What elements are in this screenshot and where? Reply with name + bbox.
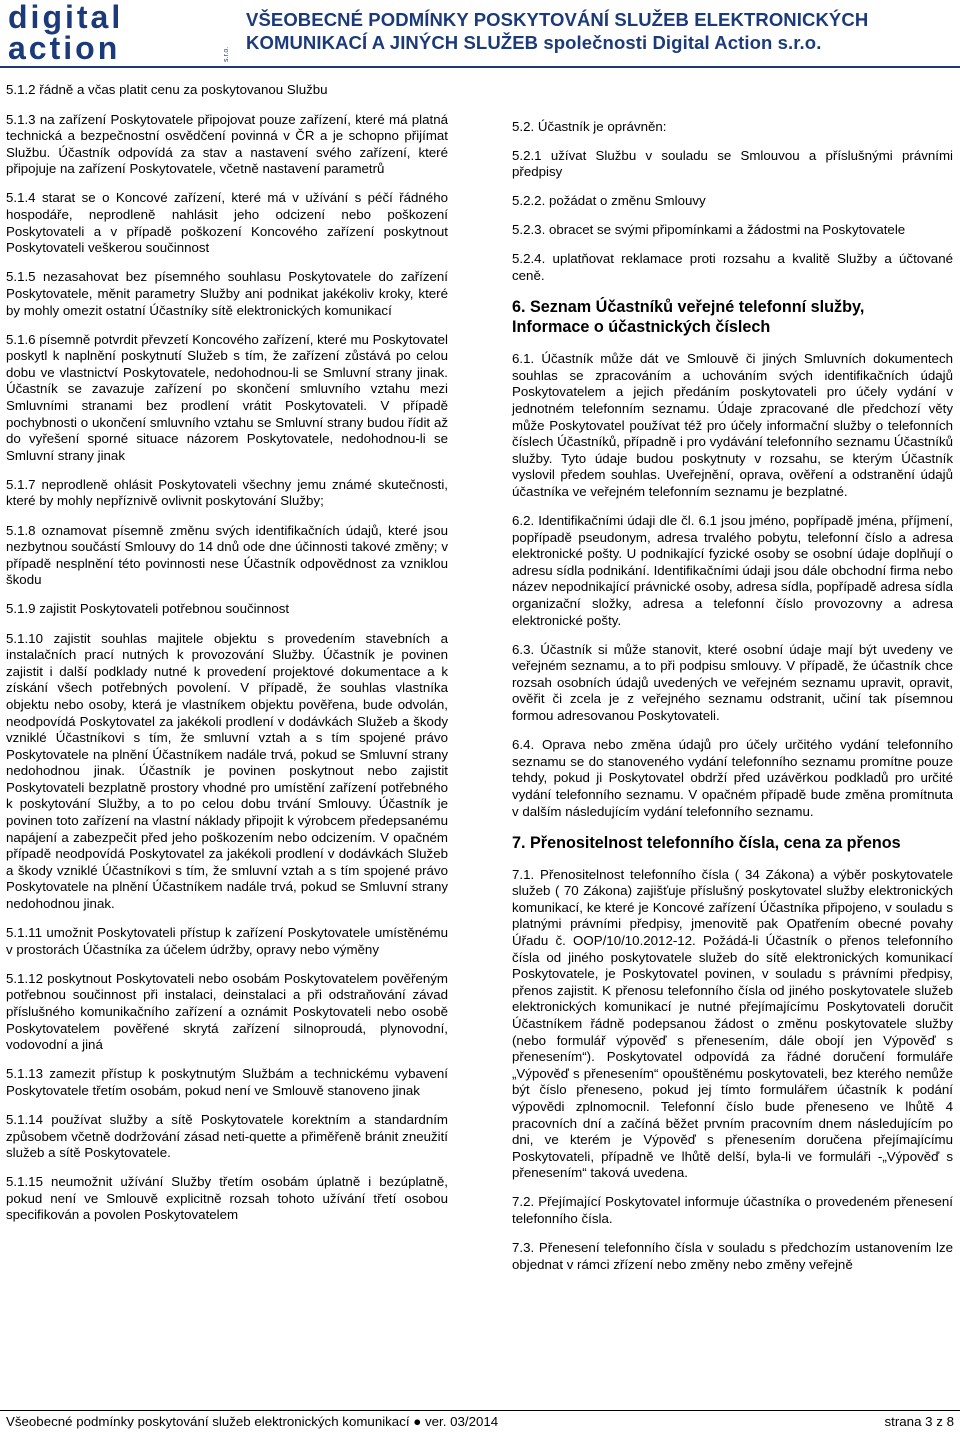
logo-suffix-text: s.r.o. <box>223 46 230 62</box>
logo-bottom-text: action <box>8 30 121 64</box>
clause-7-2: 7.2. Přejímající Poskytovatel informuje účastníka o provedeném přenesení telefonního čísla. <box>512 1194 953 1226</box>
clause-5-1-3: 5.1.3 na zařízení Poskytovatele připojovat pouze zařízení, které má platná technická a bezpečnostní osvědčení povinná v ČR a je schopno přijímat Službu. Účastník odpovídá za stav a nastavení svého zařízení, které připojuje na zařízení Poskytovatele, včetně nastavení parametrů <box>6 111 448 177</box>
clause-5-1-9: 5.1.9 zajistit Poskytovateli potřebnou součinnost <box>6 601 290 617</box>
clause-5-1-13: 5.1.13 zamezit přístup k poskytnutým Službám a technickému vybavení Poskytovatele třetím osobám, pokud není ve Smlouvě stanoveno jinak <box>6 1066 448 1098</box>
document-title <box>246 8 956 54</box>
clause-5-1-2: 5.1.2 řádně a včas platit cenu za poskytovanou Službu <box>6 82 328 97</box>
section-6-heading-line-2: Informace o účastnických číslech <box>512 318 771 337</box>
clause-5-1-8: 5.1.8 oznamovat písemně změnu svých identifikačních údajů, které jsou nezbytnou součástí Smlouvy do 14 dnů ode dne účinnosti takové změny; v případě nesplnění této povinnosti nese Účastník odpovědnost za vzniklou škodu <box>6 522 448 588</box>
clause-6-4: 6.4. Oprava nebo změna údajů pro účely určitého vydání telefonního seznamu se do stanoveného vydání telefonního seznamu promítne pouze tehdy, pokud ji Poskytovatel obdrží před uzávěrkou podkladů pro určité vydání telefonního seznamu. V opačném případě bude změna promítnuta v dalším následujícím vydání telefonního seznamu. <box>512 737 953 819</box>
title-line-2: KOMUNIKACÍ A JINÝCH SLUŽEB společnosti Digital Action s.r.o. <box>246 32 822 53</box>
clause-7-3: 7.3. Přenesení telefonního čísla v souladu s předchozím ustanovením lze objednat v rámci zřízení nebo změny nebo změny veřejně <box>512 1240 953 1272</box>
right-column <box>512 119 953 1286</box>
clause-5-1-10: 5.1.10 zajistit souhlas majitele objektu s provedením stavebních a instalačních prací nutných k provozování Služby. Účastník je povinen zajistit i další podklady nutné k provedení projektové dokumentace a k získání všech potřebných povolení. V případě, že souhlas vlastníka objektu nebo osoby, která je vlastníkem objektu pověřena, bude odvolán, neodpovídá Poskytovatel za jakékoli prodlení v dodávkách Služeb a škody vzniklé Účastníkovi s tím, že smluvní vztah a s tím spojené právo Poskytovatele na plnění Účastníkem nadále trvá, pokud se Smluvní strany nedohodnou jinak. Účastník je povinen poskytnout nebo zajistit Poskytovateli bezplatně prostory vhodné pro umístění zařízení potřebného k poskytování Služby, a to po celou dobu trvání Smlouvy. Účastník je povinen toto zařízení na vlastní náklady připojit k výrobcem předepsanému napájení a zabezpečit před jeho poškozením nebo odcizením. V opačném případě neodpovídá Poskytovatel za jakékoli prodlení v dodávkách Služeb a škody vzniklé Účastníkovi s tím, že smluvní vztah a s tím spojené právo Poskytovatele na plnění Účastníkem nadále trvá, pokud se Smluvní strany nedohodnou jinak. <box>6 630 448 912</box>
clause-6-2: 6.2. Identifikačními údaji dle čl. 6.1 jsou jméno, popřípadě jména, příjmení, popřípadě pseudonym, adresa trvalého pobytu, telefonní číslo a adresa elektronické pošty. U podnikající fyzické osoby se osobní údaje doplňují o adresu sídla podnikání. Identifikačními údaji jsou dále obchodní firma nebo název nepodnikající právnické osoby, adresa sídla, popřípadě adresa sídla organizační složky, adresa a telefonní číslo provozovny a adresa elektronické pošty. <box>512 513 953 628</box>
clause-5-1-14: 5.1.14 používat služby a sítě Poskytovatele korektním a standardním způsobem včetně dodržování zásad neti-quette a přiměřeně bránit zneužití služeb a sítě Poskytovatele. <box>6 1111 448 1161</box>
clause-6-3: 6.3. Účastník si může stanovit, které osobní údaje mají být uvedeny ve veřejném seznamu, a to při podpisu smlouvy. V případě, že účastník chce rozsah osobních údajů uvedených ve veřejném seznamu upravit, opravit, ověřit či zcela je z veřejného seznamu odstranit, učiní tak písemnou formou adresovanou Poskytovateli. <box>512 641 953 724</box>
footer-divider <box>0 1410 960 1411</box>
clause-5-1-5: 5.1.5 nezasahovat bez písemného souhlasu Poskytovatele do zařízení Poskytovatele, měnit parametry Služby ani podnikat jakékoliv kroky, které by mohly omezit ostatní Účastníky sítě elektronických komunikací <box>6 269 448 318</box>
clause-5-1-6: 5.1.6 písemně potvrdit převzetí Koncového zařízení, které mu Poskytovatel poskytl k naplnění poskytnutí Služeb s tím, že zařízení zůstává po celou dobu ve vlastnictví Poskytovatele, nedohodnou-li se Smluvní strany jinak. Účastník se zavazuje zařízení po skončení smluvního vztahu mezi Smluvními stranami bez prodlení vrátit Poskytovateli. V případě pochybnosti o ukončení smluvního vztahu se Smluvní strany budou řídit až do vyřešení sporné situace názorem Poskytovatele, nedohodnou-li se Smluvní strany jinak <box>6 331 448 463</box>
clause-7-1: 7.1. Přenositelnost telefonního čísla ( 34 Zákona) a výběr poskytovatele služeb ( 70 Zákona) zajišťuje příslušný poskytovatel služby elektronických komunikací, ke které je Koncové zařízení Účastníka připojeno, v souladu s platnými právními předpisy, jmenovitě pak Opatřením obecné povahy Úřadu č. OOP/10/10.2012-12. Požádá-li Účastník o přenos telefonního čísla od jiného poskytovatele služeb do sítě elektronických komunikací Poskytovatele, je Poskytovatel povinen, v souladu s právními předpisy, přenos zajistit. K přenosu telefonního čísla od jiného poskytovatele služeb elektronických komunikací je nutné přejímajícímu Poskytovateli doručit Účastníkem řádně podepsanou žádost o změnu poskytovatele služby (nebo formulář výpověď s přenesením, dále obojí jen Výpověď s přenesením“). Poskytovatel odpovídá za řádné doručení formuláře „Výpověď s přenesením“ opouštěnému poskytovateli, bez kterého nemůže být číslo přeneseno, pokud jej tímto formulářem účastník k podání výpovědi zplnomocnil. Telefonní číslo bude přeneseno ve lhůtě 4 pracovních dní a začíná běžet prvním pracovním dnem následujícím po dni, ve kterém je Výpověď s přenesením doručena přejímajícímu Poskytovateli, případně ve lhůtě delší, byla-li ve formuláři -„Výpověď s přenesením“ taková uvedena. <box>512 866 953 1181</box>
clause-5-2-3: 5.2.3. obracet se svými připomínkami a žádostmi na Poskytovatele <box>512 222 906 238</box>
clause-5-2-4: 5.2.4. uplatňovat reklamace proti rozsahu a kvalitě Služby a účtované ceně. <box>512 251 953 284</box>
clause-5-1-11: 5.1.11 umožnit Poskytovateli přístup k zařízení Poskytovatele umístěnému v prostorách Účastníka za účelem údržby, opravy nebo výměny <box>6 925 448 957</box>
clause-5-1-4: 5.1.4 starat se o Koncové zařízení, které má v užívání s péčí řádného hospodáře, neprodleně nahlásit jeho odcizení nebo poškození Poskytovateli a v případě poškození Koncového zařízení poskytnout Poskytovateli veškerou součinnost <box>6 190 448 256</box>
section-6-heading-line-1: 6. Seznam Účastníků veřejné telefonní služby, <box>512 298 865 317</box>
page-number: strana 3 z 8 <box>884 1414 954 1429</box>
title-line-1: VŠEOBECNÉ PODMÍNKY POSKYTOVÁNÍ SLUŽEB ELEKTRONICKÝCH <box>246 9 869 30</box>
clause-5-2-1: 5.2.1 užívat Službu v souladu se Smlouvou a příslušnými právními předpisy <box>512 147 953 180</box>
clause-5-2-2: 5.2.2. požádat o změnu Smlouvy <box>512 193 706 209</box>
header-divider <box>0 66 960 68</box>
footer-document-name: Všeobecné podmínky poskytování služeb elektronických komunikací ● ver. 03/2014 <box>6 1414 499 1429</box>
logo-top-text: digital <box>8 2 124 35</box>
clause-5-1-12: 5.1.12 poskytnout Poskytovateli nebo osobám Poskytovatelem pověřeným potřebnou součinnost při instalaci, deinstalaci a při odstraňování závad příslušného komunikačního zařízení a oznámit Poskytovateli nebo osobě Poskytovatelem pověřené skrytá zařízení silnoproudá, plynovodní, vodovodní a jiná <box>6 970 448 1053</box>
left-column <box>6 82 448 1237</box>
section-7-heading: 7. Přenositelnost telefonního čísla, cena za přenos <box>512 833 901 852</box>
section-5-2-heading: 5.2. Účastník je oprávněn: <box>512 119 667 134</box>
digital-action-logo <box>6 2 236 64</box>
clause-6-1: 6.1. Účastník může dát ve Smlouvě či jiných Smluvních dokumentech souhlas se zpracováním a uchováním svých identifikačních údajů Poskytovatelem a jejich předáním poskytovateli pro účely vydání v jednotném telefonním seznamu. Údaje zpracované dle předchozí věty může Poskytovatel používat též pro účely informační služby o telefonních číslech Účastníků, případně i pro vydávání telefonního seznamu Účastníků služby. Tyto údaje budou poskytnuty v rozsahu, se kterým Účastník vyslovil předem souhlas. Uveřejnění, oprava, ověření a odstranění údajů účastníka ve veřejném telefonním seznamu je bezplatné. <box>512 351 953 499</box>
section-6-heading <box>512 297 953 337</box>
clause-5-1-15: 5.1.15 neumožnit užívání Služby třetím osobám úplatně i bezúplatně, pokud není ve Smlouvě explicitně rozsah tohoto užívání třetí osobou specifikován a povolen Poskytovatelem <box>6 1174 448 1223</box>
page-header <box>0 0 960 66</box>
clause-5-1-7: 5.1.7 neprodleně ohlásit Poskytovateli všechny jemu známé skutečnosti, které by mohly nepříznivě ovlivnit poskytování Služby; <box>6 476 448 509</box>
